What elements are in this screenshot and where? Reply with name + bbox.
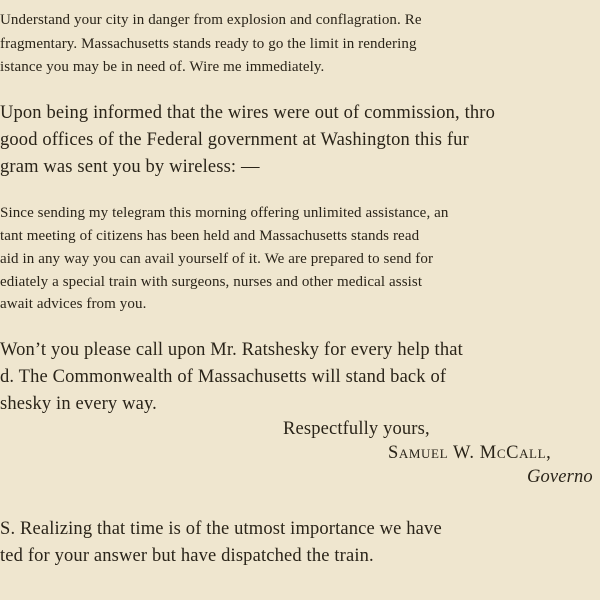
text-line: tant meeting of citizens has been held and Massachusetts stands read — [0, 228, 420, 244]
text-line: Upon being informed that the wires were out of commission, thro — [0, 103, 495, 123]
text-line: Understand your city in danger from explosion and conflagration. Re — [0, 12, 422, 28]
signature: Samuel W. McCall, — [388, 443, 552, 463]
text-line: ediately a special train with surgeons, nurses and other medical assist — [0, 274, 423, 290]
text-line: shesky in every way. — [0, 394, 157, 414]
text-line: istance you may be in need of. Wire me immediately. — [0, 59, 325, 75]
text-line: await advices from you. — [0, 296, 147, 312]
text-line: gram was sent you by wireless: — — [0, 157, 260, 177]
text-line: aid in any way you can avail yourself of it. We are prepared to send for — [0, 251, 434, 267]
text-line: S. Realizing that time is of the utmost importance we have — [0, 519, 442, 539]
text-line: good offices of the Federal government at Washington this fur — [0, 130, 469, 150]
text-line: d. The Commonwealth of Massachusetts will stand back of — [0, 367, 447, 387]
text-line: ted for your answer but have dispatched the train. — [0, 546, 374, 566]
closing: Respectfully yours, — [283, 419, 430, 439]
signer-title: Governo — [527, 467, 593, 487]
text-line: Since sending my telegram this morning offering unlimited assistance, an — [0, 205, 449, 221]
text-line: fragmentary. Massachusetts stands ready to go the limit in rendering — [0, 36, 417, 52]
text-line: Won’t you please call upon Mr. Ratshesky for every help that — [0, 340, 463, 360]
